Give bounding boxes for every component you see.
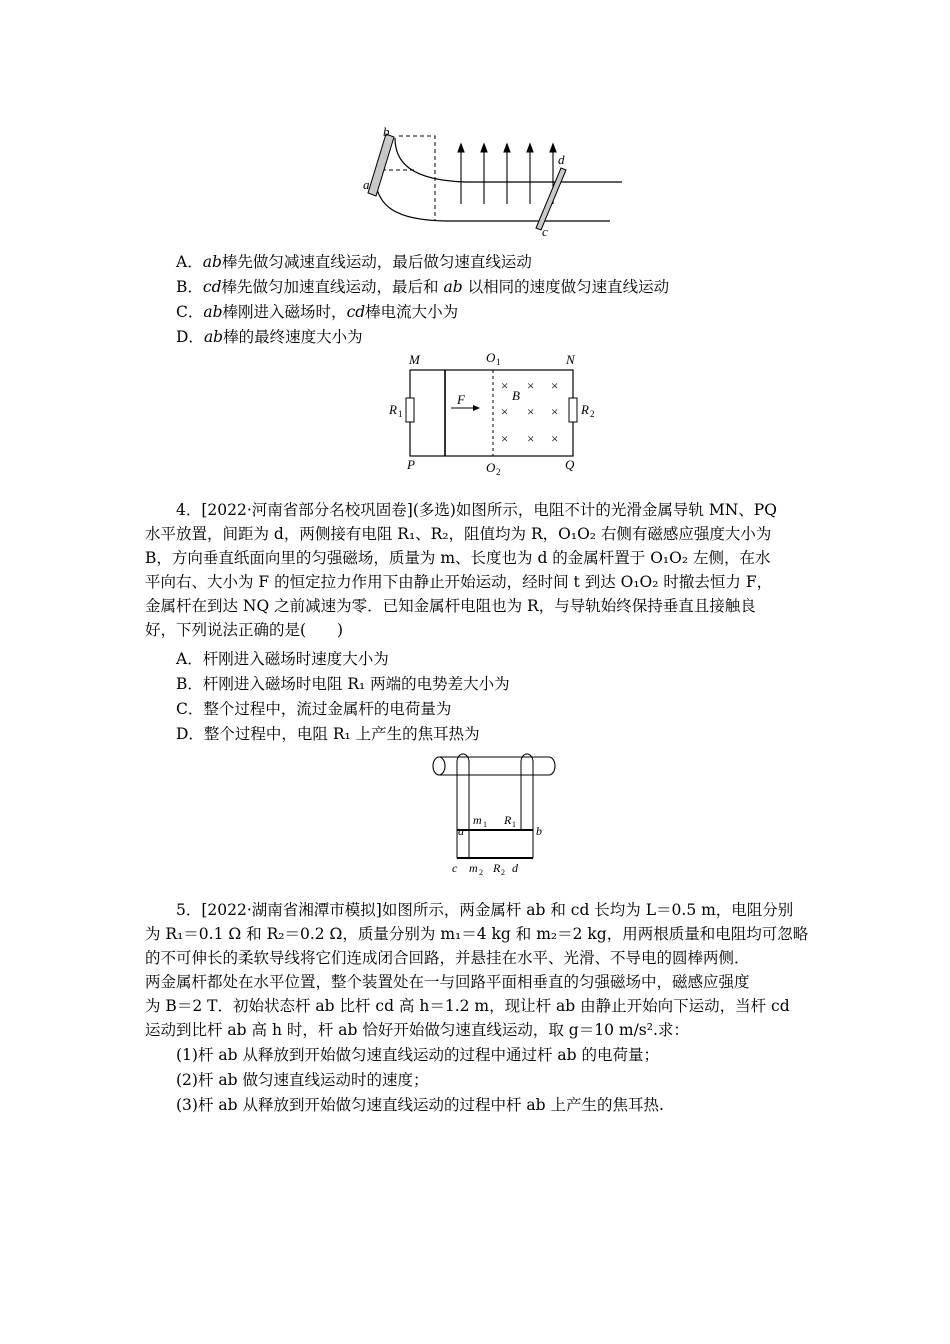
label-m: M [409,352,420,367]
field-crosses [501,378,558,446]
svg-text:×: × [501,378,509,393]
q4-option-a: A．杆刚进入磁场时速度大小为 [176,650,389,668]
label-r1-sub: 1 [512,820,516,829]
label-c: c [452,861,458,875]
q3-option-c [176,300,458,324]
label-d: d [512,861,518,875]
q4-option-c: C．整个过程中，流过金属杆的电荷量为 [176,700,452,718]
q3-option-b [176,275,669,299]
q5-line-4: 两金属杆都处在水平位置，整个装置处在一与回路平面相垂直的匀强磁场中，磁感应强度 [145,973,750,991]
label-o2: O [486,460,496,475]
q4-line-3: B，方向垂直纸面向里的匀强磁场，质量为 m、长度也为 d 的金属杆置于 O₁O₂ 左侧，在水 [145,549,771,567]
option-text: 棒电流大小为 [365,303,459,321]
label-r2-sub: 2 [590,409,595,419]
label-a: a [458,824,464,838]
rod-name: ab [443,278,463,296]
q4-line-5: 金属杆在到达 NQ 之前减速为零．已知金属杆电阻也为 R，与导轨始终保持垂直且接触良 [145,597,756,615]
svg-text:×: × [551,378,559,393]
label-b: b [536,824,542,838]
rod-name: cd [346,303,366,321]
option-text: 棒先做匀减速直线运动，最后做匀速直线运动 [221,253,532,271]
q5-line-3: 的不可伸长的柔软导线将它们连成闭合回路，并悬挂在水平、光滑、不导电的圆棒两侧． [145,949,750,967]
q5-line-1: 5．[2022·湖南省湘潭市模拟]如图所示，两金属杆 ab 和 cd 长均为 L＝0.5 m，电阻分别 [176,901,794,919]
figure-curved-rails [355,122,635,238]
label-b-field: B [512,388,520,403]
q5-line-6: 运动到比杆 ab 高 h 时，杆 ab 恰好开始做匀速直线运动，取 g＝10 m/s².求： [145,1021,689,1039]
q3-option-d [176,325,363,349]
q4-line-4: 平向右、大小为 F 的恒定拉力作用下由静止开始运动，经时间 t 到达 O₁O₂ 时撤去恒力 F， [145,573,773,591]
label-r2: R [581,402,589,417]
label-r2-sub: 2 [501,868,505,876]
label-p: P [407,457,415,472]
q5-question-2: (2)杆 ab 做匀速直线运动时的速度； [176,1071,429,1089]
option-text: 棒的最终速度大小为 [223,328,363,346]
option-text: 棒先做匀加速直线运动，最后和 [221,278,439,296]
svg-text:×: × [527,404,535,419]
figure-hanging-rods [425,748,565,876]
label-n: N [566,352,575,367]
rod-ab [368,134,394,196]
rod-name: cd [202,278,222,296]
q5-line-2: 为 R₁＝0.1 Ω 和 R₂＝0.2 Ω，质量分别为 m₁＝4 kg 和 m₂＝2 kg，用两根质量和电阻均可忽略 [145,925,809,943]
option-key: A． [176,253,203,271]
rod-name: ab [203,328,224,346]
q5-line-5: 为 B＝2 T．初始状态杆 ab 比杆 cd 高 h＝1.2 m，现让杆 ab 由静止开始向下运动，当杆 cd [145,997,790,1015]
label-a: a [363,177,370,192]
q4-line-2: 水平放置，间距为 d，两侧接有电阻 R₁、R₂，阻值均为 R，O₁O₂ 右侧有磁感应强度大小为 [145,525,772,543]
label-o2-sub: 2 [496,467,501,476]
q4-line-1: 4．[2022·河南省部分名校巩固卷](多选)如图所示，电阻不计的光滑金属导轨 MN、PQ [176,501,777,519]
option-key: D． [176,328,204,346]
magnetic-field-arrows [458,144,556,204]
label-c: c [542,224,548,238]
rod-name: ab [202,253,222,271]
label-d: d [558,152,565,167]
q4-line-6: 好，下列说法正确的是( ) [145,621,344,639]
label-q: Q [565,457,575,472]
label-f: F [457,392,465,407]
option-key: B． [176,278,203,296]
resistor-r2 [569,398,577,422]
label-r1-sub: 1 [398,409,403,419]
cylinder [439,757,555,775]
option-text: 以相同的速度做匀速直线运动 [467,278,670,296]
svg-text:×: × [527,378,535,393]
label-m2: m [469,861,478,875]
label-r1: R [504,813,512,827]
svg-text:×: × [501,431,509,446]
option-key: C． [176,303,204,321]
label-o1: O [486,350,496,365]
q5-question-3: (3)杆 ab 从释放到开始做匀速直线运动的过程中杆 ab 上产生的焦耳热. [176,1096,664,1114]
label-r1: R [389,402,397,417]
label-o1-sub: 1 [496,357,501,367]
svg-text:×: × [527,431,535,446]
label-m1-sub: 1 [483,820,487,829]
q4-option-b: B．杆刚进入磁场时电阻 R₁ 两端的电势差大小为 [176,675,510,693]
option-text: 棒刚进入磁场时， [222,303,347,321]
svg-text:×: × [551,404,559,419]
svg-text:×: × [501,404,509,419]
label-r2: R [493,861,501,875]
label-m1: m [473,813,482,827]
label-b: b [383,124,390,139]
figure-rail-circuit [385,348,605,476]
svg-text:×: × [551,431,559,446]
rod-name: ab [203,303,223,321]
q3-option-a [176,250,532,274]
label-m2-sub: 2 [479,868,483,876]
q4-option-d: D．整个过程中，电阻 R₁ 上产生的焦耳热为 [176,725,480,743]
resistor-r1 [406,398,414,422]
q5-question-1: (1)杆 ab 从释放到开始做匀速直线运动的过程中通过杆 ab 的电荷量； [176,1046,659,1064]
